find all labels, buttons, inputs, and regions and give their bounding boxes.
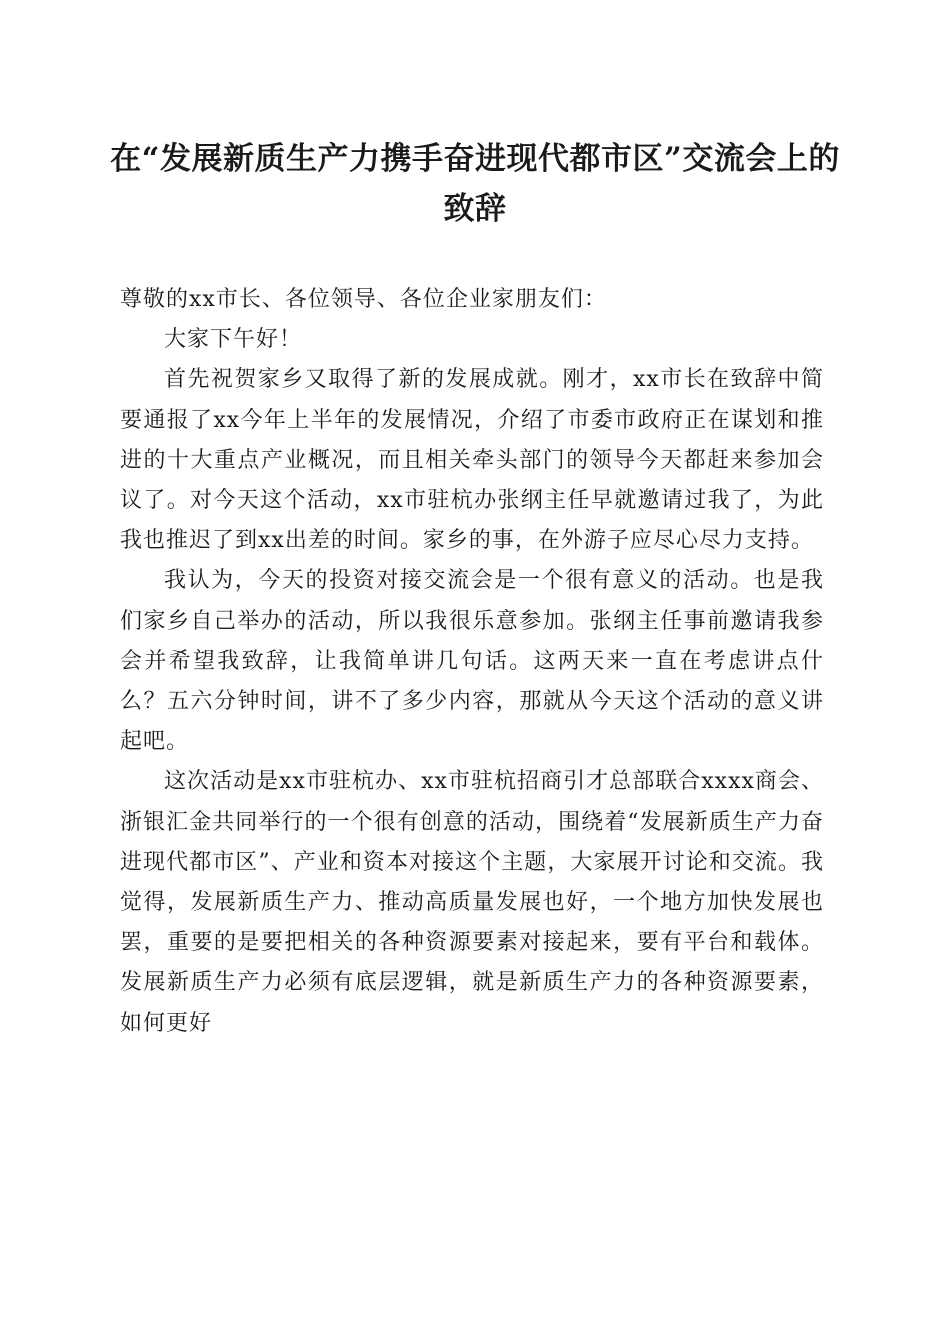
salutation: 尊敬的xx市长、各位领导、各位企业家朋友们： bbox=[120, 287, 607, 312]
paragraph-congratulations: 首先祝贺家乡又取得了新的发展成就。刚才，xx市长在致辞中简要通报了xx今年上半年的发展情况，介绍了市委市政府正在谋划和推进的十大重点产业概况，而且相关牵头部门的领导今天都赶来参加会议了。对今天这个活动，xx市驻杭办张纲主任早就邀请过我了，为此我也推迟了到xx出差的时间。家乡的事，在外游子应尽心尽力支持。 bbox=[120, 367, 824, 554]
document-title: 在“发展新质生产力携手奋进现代都市区”交流会上的致辞 bbox=[110, 141, 840, 227]
paragraph-greeting: 大家下午好！ bbox=[164, 327, 303, 353]
paragraph-significance: 我认为，今天的投资对接交流会是一个很有意义的活动。也是我们家乡自己举办的活动，所以我很乐意参加。张纲主任事前邀请我参会并希望我致辞，让我简单讲几句话。这两天来一直在考虑讲点什么？五六分钟时间，讲不了多少内容，那就从今天这个活动的意义讲起吧。 bbox=[120, 568, 824, 755]
document-body bbox=[120, 280, 824, 1044]
paragraph-event-theme: 这次活动是xx市驻杭办、xx市驻杭招商引才总部联合xxxx商会、浙银汇金共同举行的一个很有创意的活动，围绕着“发展新质生产力奋进现代都市区”、产业和资本对接这个主题，大家展开讨论和交流。我觉得，发展新质生产力、推动高质量发展也好，一个地方加快发展也罢，重要的是要把相关的各种资源要素对接起来，要有平台和载体。发展新质生产力必须有底层逻辑，就是新质生产力的各种资源要素，如何更好 bbox=[120, 769, 824, 1036]
